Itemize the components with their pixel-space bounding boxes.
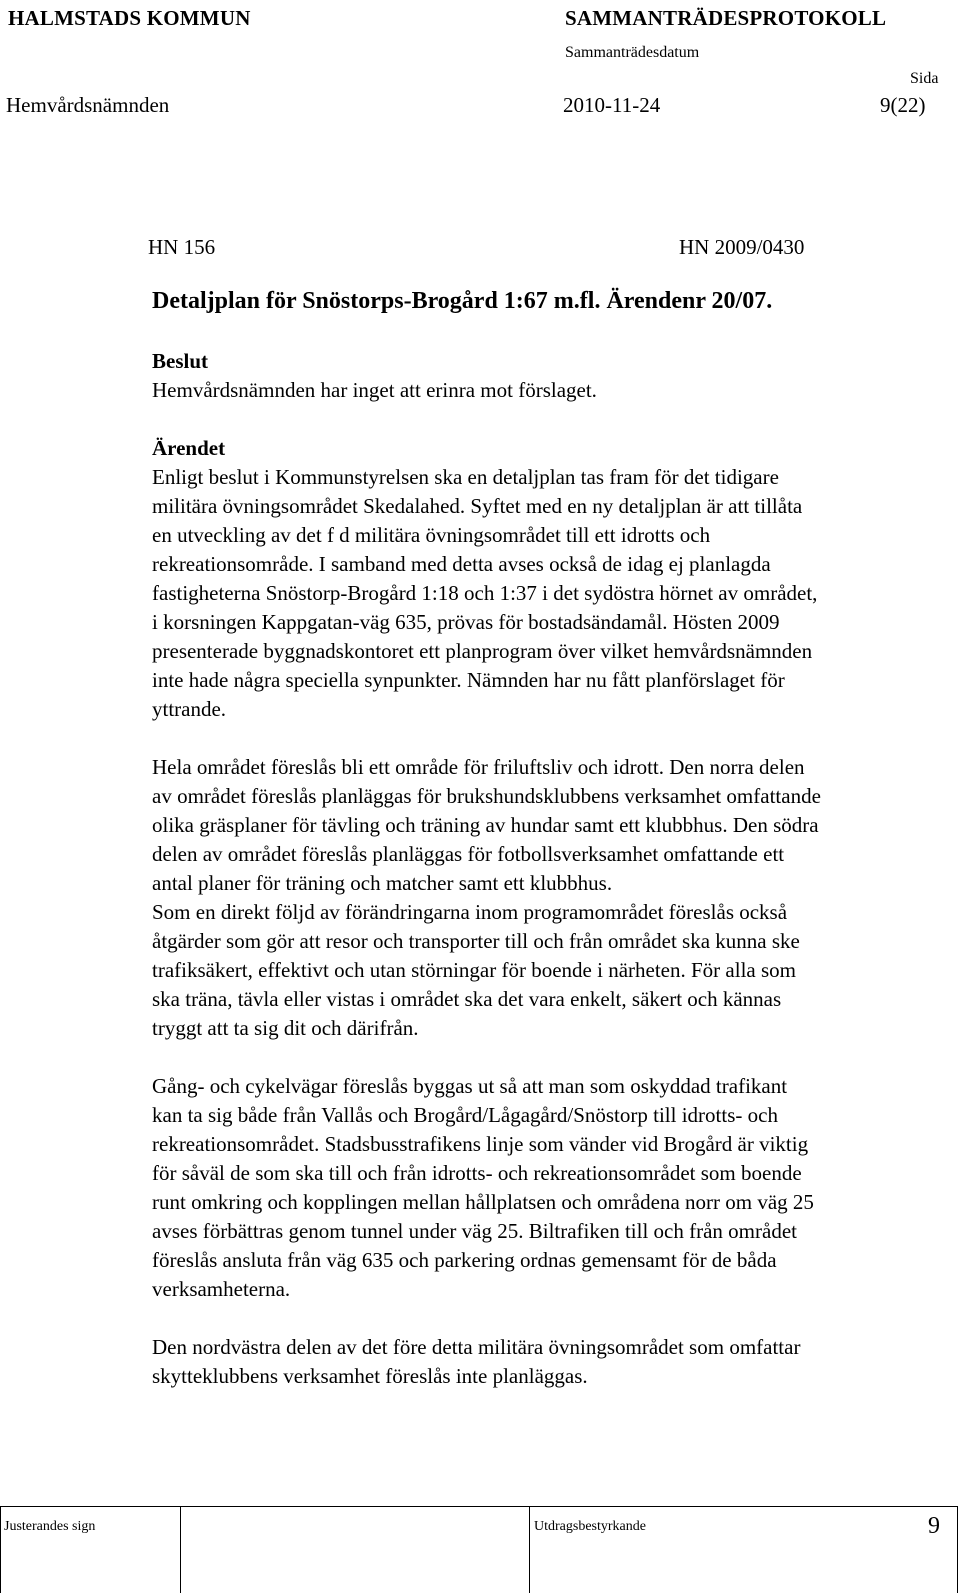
date-label: Sammanträdesdatum — [565, 44, 700, 61]
document-type: SAMMANTRÄDESPROTOKOLL — [565, 6, 887, 30]
case-title: Detaljplan för Snöstorps-Brogård 1:67 m.fl. Ärendenr 20/07. — [152, 288, 773, 314]
beslut-text: Hemvårdsnämnden har inget att erinra mot förslaget. — [152, 378, 597, 402]
footer-page-number: 9 — [928, 1513, 940, 1539]
meeting-date: 2010-11-24 — [563, 93, 661, 117]
page-of-total: 9(22) — [880, 93, 926, 117]
justerandes-sign-cell — [1, 1507, 181, 1593]
case-reference: HN 2009/0430 — [679, 235, 805, 259]
case-number: HN 156 — [148, 235, 216, 259]
beslut-heading: Beslut — [152, 349, 209, 373]
arendet-paragraph: Den nordvästra delen av det före detta militära övningsområdet som omfattar skytteklubbens verksamhet föreslås inte planläggas. — [152, 1335, 801, 1388]
arendet-section — [152, 434, 952, 1391]
signature-footer — [0, 1506, 958, 1593]
arendet-paragraph: Enligt beslut i Kommunstyrelsen ska en detaljplan tas fram för det tidigare militära övningsområdet Skedalahed. Syftet med en ny detaljplan är att tillåta en utveckling av det f d militära övningsområdet till ett idrotts och rekreationsområde. I samband med detta avses också de idag ej planlagda fastigheterna Snöstorp-Brogård 1:18 och 1:37 i det sydöstra hörnet av området, i korsningen Kappgatan-väg 635, prövas för bostadsändamål. Hösten 2009 presenterade byggnadskontoret ett planprogram över vilket hemvårdsnämnden inte hade några speciella synpunkter. Nämnden har nu fått planförslaget för yttrande. — [152, 465, 818, 721]
justerandes-sign-label: Justerandes sign — [4, 1519, 96, 1534]
page-label: Sida — [910, 70, 939, 87]
organization-name: HALMSTADS KOMMUN — [8, 6, 251, 30]
arendet-heading: Ärendet — [152, 436, 226, 460]
arendet-paragraph: Gång- och cykelvägar föreslås byggas ut så att man som oskyddad trafikant kan ta sig både från Vallås och Brogård/Lågagård/Snöstorp till idrotts- och rekreationsområdet. Stadsbusstrafikens linje som vänder vid Brogård är viktig för såväl de som ska till och från idrotts- och rekreationsområdet som boende runt omkring och kopplingen mellan hållplatsen och områdena norr om väg 25 avses förbättras genom tunnel under väg 25. Biltrafiken till och från området föreslås ansluta från väg 635 och parkering ordnas gemensamt för de båda verksamheterna. — [152, 1074, 814, 1301]
signature-cell — [181, 1507, 530, 1593]
committee-name: Hemvårdsnämnden — [6, 93, 170, 117]
utdragsbestyrkande-cell — [530, 1507, 958, 1593]
arendet-paragraph: Hela området föreslås bli ett område för friluftsliv och idrott. Den norra delen av området föreslås planläggas för brukshundsklubbens verksamhet omfattande olika gräsplaner för tävling och träning av hundar samt ett klubbhus. Den södra delen av området föreslås planläggas för fotbollsverksamhet omfattande ett antal planer för träning och matcher samt ett klubbhus. Som en direkt följd av förändringarna inom programområdet föreslås också åtgärder som gör att resor och transporter till och från området ska kunna ske trafiksäkert, effektivt och utan störningar för boende i närheten. För alla som ska träna, tävla eller vistas i området ska det vara enkelt, säkert och kännas tryggt att ta sig dit och därifrån. — [152, 755, 821, 1040]
utdragsbestyrkande-label: Utdragsbestyrkande — [534, 1519, 646, 1534]
beslut-section — [152, 347, 952, 405]
